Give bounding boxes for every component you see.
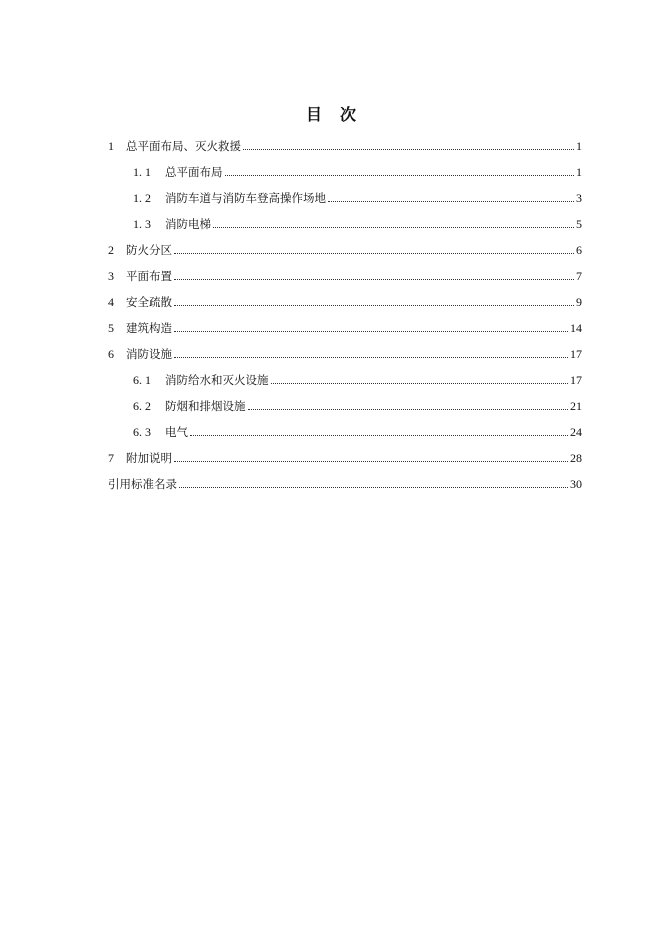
toc-entry-page-number: 14 bbox=[570, 321, 582, 335]
toc-entry-page-number: 1 bbox=[576, 139, 582, 153]
toc-entry-label: 消防电梯 bbox=[165, 217, 211, 231]
dot-leader bbox=[248, 409, 569, 410]
dot-leader bbox=[190, 435, 568, 436]
toc-entry[interactable] bbox=[133, 187, 582, 205]
toc-entry-number: 3 bbox=[108, 269, 114, 283]
toc-entry[interactable] bbox=[133, 213, 582, 231]
toc-entry-label: 总平面布局、灭火救援 bbox=[126, 139, 241, 153]
toc-entry-number: 5 bbox=[108, 321, 114, 335]
toc-entry-label: 安全疏散 bbox=[126, 295, 172, 309]
toc-entry-label: 消防车道与消防车登高操作场地 bbox=[165, 191, 326, 205]
toc-entry-number: 6. 1 bbox=[133, 373, 151, 387]
toc-entry[interactable] bbox=[108, 343, 582, 361]
toc-entry-label: 附加说明 bbox=[126, 451, 172, 465]
toc-entry-number: 1. 3 bbox=[133, 217, 151, 231]
toc-title-part2: 次 bbox=[340, 105, 357, 124]
toc-entry-number: 1. 1 bbox=[133, 165, 151, 179]
toc-entry-page-number: 6 bbox=[576, 243, 582, 257]
dot-leader bbox=[174, 305, 574, 306]
dot-leader bbox=[213, 227, 574, 228]
dot-leader bbox=[225, 175, 575, 176]
toc-entry-page-number: 21 bbox=[570, 399, 582, 413]
toc-entry-number: 2 bbox=[108, 243, 114, 257]
toc-entry-number: 6. 3 bbox=[133, 425, 151, 439]
toc-entry-label: 引用标准名录 bbox=[108, 477, 177, 491]
dot-leader bbox=[179, 487, 568, 488]
toc-entry-page-number: 9 bbox=[576, 295, 582, 309]
toc-title-part1: 目 bbox=[305, 105, 322, 124]
dot-leader bbox=[243, 149, 574, 150]
toc-entry[interactable] bbox=[108, 317, 582, 335]
toc-entry-number: 4 bbox=[108, 295, 114, 309]
toc-entry[interactable] bbox=[108, 473, 582, 491]
toc-entry[interactable] bbox=[133, 395, 582, 413]
toc-entry-label: 总平面布局 bbox=[165, 165, 223, 179]
dot-leader bbox=[174, 331, 568, 332]
toc-entry-page-number: 17 bbox=[570, 373, 582, 387]
toc-entry-label: 平面布置 bbox=[126, 269, 172, 283]
toc-entry-number: 7 bbox=[108, 451, 114, 465]
toc-entry-label: 防烟和排烟设施 bbox=[165, 399, 246, 413]
toc-entry-page-number: 1 bbox=[576, 165, 582, 179]
toc-entry-label: 电气 bbox=[165, 425, 188, 439]
toc-entry-page-number: 28 bbox=[570, 451, 582, 465]
toc-entry[interactable] bbox=[108, 291, 582, 309]
toc-entry-page-number: 7 bbox=[576, 269, 582, 283]
toc-entry[interactable] bbox=[133, 421, 582, 439]
toc-entry-number: 1 bbox=[108, 139, 114, 153]
toc-entry-label: 消防设施 bbox=[126, 347, 172, 361]
toc-entry[interactable] bbox=[108, 135, 582, 153]
dot-leader bbox=[174, 253, 574, 254]
toc-entry-page-number: 30 bbox=[570, 477, 582, 491]
dot-leader bbox=[271, 383, 569, 384]
toc-entry-label: 防火分区 bbox=[126, 243, 172, 257]
toc-title bbox=[0, 102, 662, 125]
dot-leader bbox=[174, 279, 574, 280]
toc-entry[interactable] bbox=[133, 161, 582, 179]
toc-entry[interactable] bbox=[133, 369, 582, 387]
toc-entry-page-number: 3 bbox=[576, 191, 582, 205]
toc-entry-number: 1. 2 bbox=[133, 191, 151, 205]
toc-entry-page-number: 5 bbox=[576, 217, 582, 231]
toc-entry-label: 建筑构造 bbox=[126, 321, 172, 335]
toc-entry-page-number: 24 bbox=[570, 425, 582, 439]
toc-entry-label: 消防给水和灭火设施 bbox=[165, 373, 269, 387]
toc-entry[interactable] bbox=[108, 447, 582, 465]
toc-entry[interactable] bbox=[108, 265, 582, 283]
toc-entry[interactable] bbox=[108, 239, 582, 257]
toc-entry-number: 6 bbox=[108, 347, 114, 361]
dot-leader bbox=[328, 201, 574, 202]
toc-entry-number: 6. 2 bbox=[133, 399, 151, 413]
toc-entry-page-number: 17 bbox=[570, 347, 582, 361]
dot-leader bbox=[174, 357, 568, 358]
dot-leader bbox=[174, 461, 568, 462]
